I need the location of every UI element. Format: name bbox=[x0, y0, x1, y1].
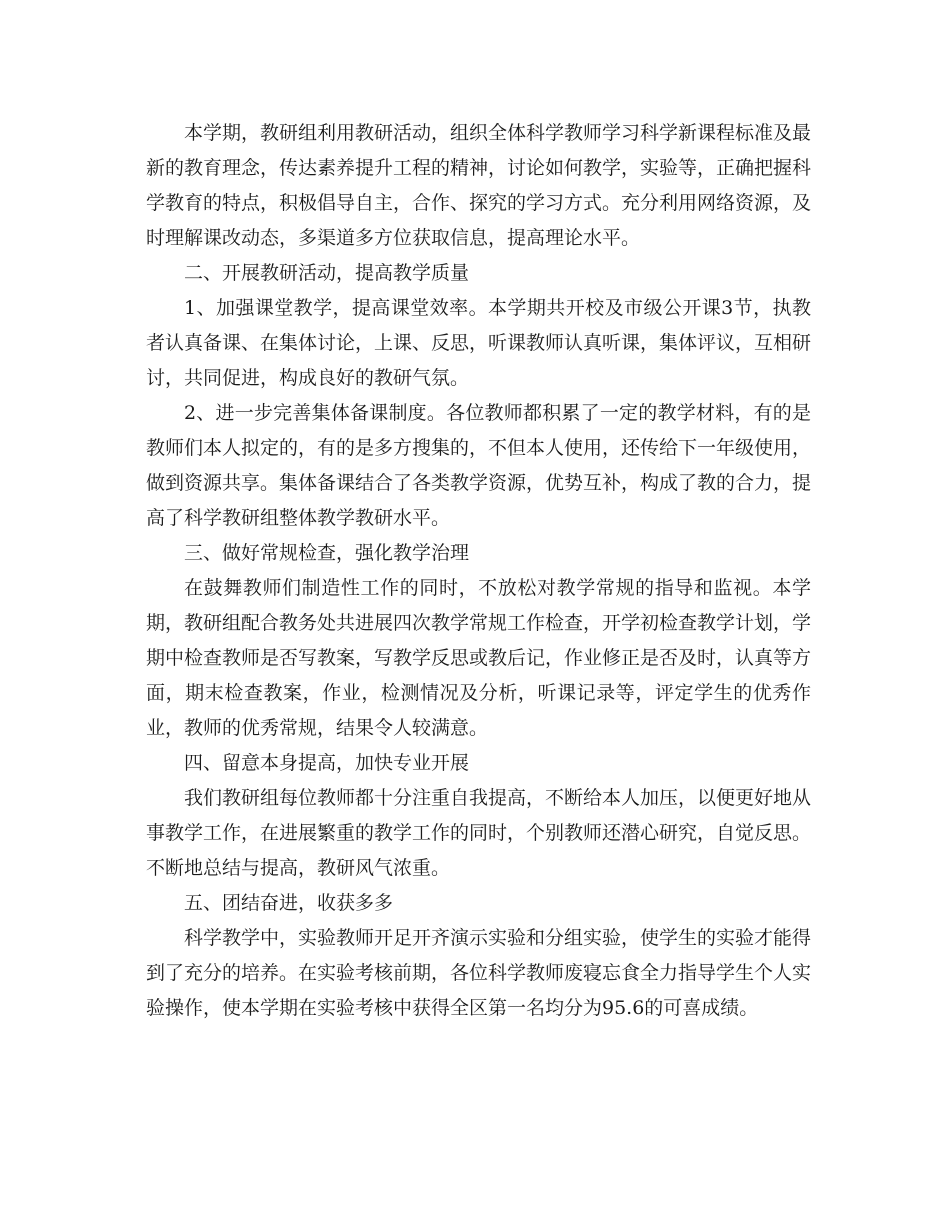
paragraph-routine-inspection: 在鼓舞教师们制造性工作的同时，不放松对教学常规的指导和监视。本学期，教研组配合教务处共进展四次教学常规工作检查，开学初检查教学计划，学期中检查教师是否写教案，写教学反思或教后记，作业修正是否及时，认真等方面，期末检查教案，作业，检测情况及分析，听课记录等，评定学生的优秀作业，教师的优秀常规，结果令人较满意。 bbox=[146, 577, 812, 739]
document-body bbox=[146, 116, 811, 1026]
paragraph-intro: 本学期，教研组利用教研活动，组织全体科学教师学习科学新课程标准及最新的教育理念，传达素养提升工程的精神，讨论如何教学，实验等，正确把握科学教育的特点，积极倡导自主，合作、探究的学习方式。充分利用网络资源，及时理解课改动态，多渠道多方位获取信息，提高理论水平。 bbox=[146, 122, 812, 249]
paragraph-classroom-teaching: 1、加强课堂教学，提高课堂效率。本学期共开校及市级公开课3节，执教者认真备课、在集体讨论，上课、反思，听课教师认真听课，集体评议，互相研讨，共同促进，构成良好的教研气氛。 bbox=[146, 297, 812, 389]
paragraph-experiment-results: 科学教学中，实验教师开足开齐演示实验和分组实验，使学生的实验才能得到了充分的培养。在实验考核前期，各位科学教师废寝忘食全力指导学生个人实验操作，使本学期在实验考核中获得全区第一名均分为95.6的可喜成绩。 bbox=[146, 927, 812, 1019]
section-heading-4: 四、留意本身提高，加快专业开展 bbox=[184, 752, 470, 774]
section-heading-2: 二、开展教研活动，提高教学质量 bbox=[184, 262, 470, 284]
paragraph-collective-lesson-prep: 2、进一步完善集体备课制度。各位教师都积累了一定的教学材料，有的是教师们本人拟定的，有的是多方搜集的，不但本人使用，还传给下一年级使用，做到资源共享。集体备课结合了各类教学资源，优势互补，构成了教的合力，提高了科学教研组整体教学教研水平。 bbox=[146, 402, 812, 529]
section-heading-5: 五、团结奋进，收获多多 bbox=[184, 892, 394, 914]
paragraph-self-improvement: 我们教研组每位教师都十分注重自我提高，不断给本人加压，以便更好地从事教学工作，在进展繁重的教学工作的同时，个别教师还潜心研究，自觉反思。不断地总结与提高，教研风气浓重。 bbox=[146, 787, 812, 879]
section-heading-3: 三、做好常规检查，强化教学治理 bbox=[184, 542, 470, 564]
